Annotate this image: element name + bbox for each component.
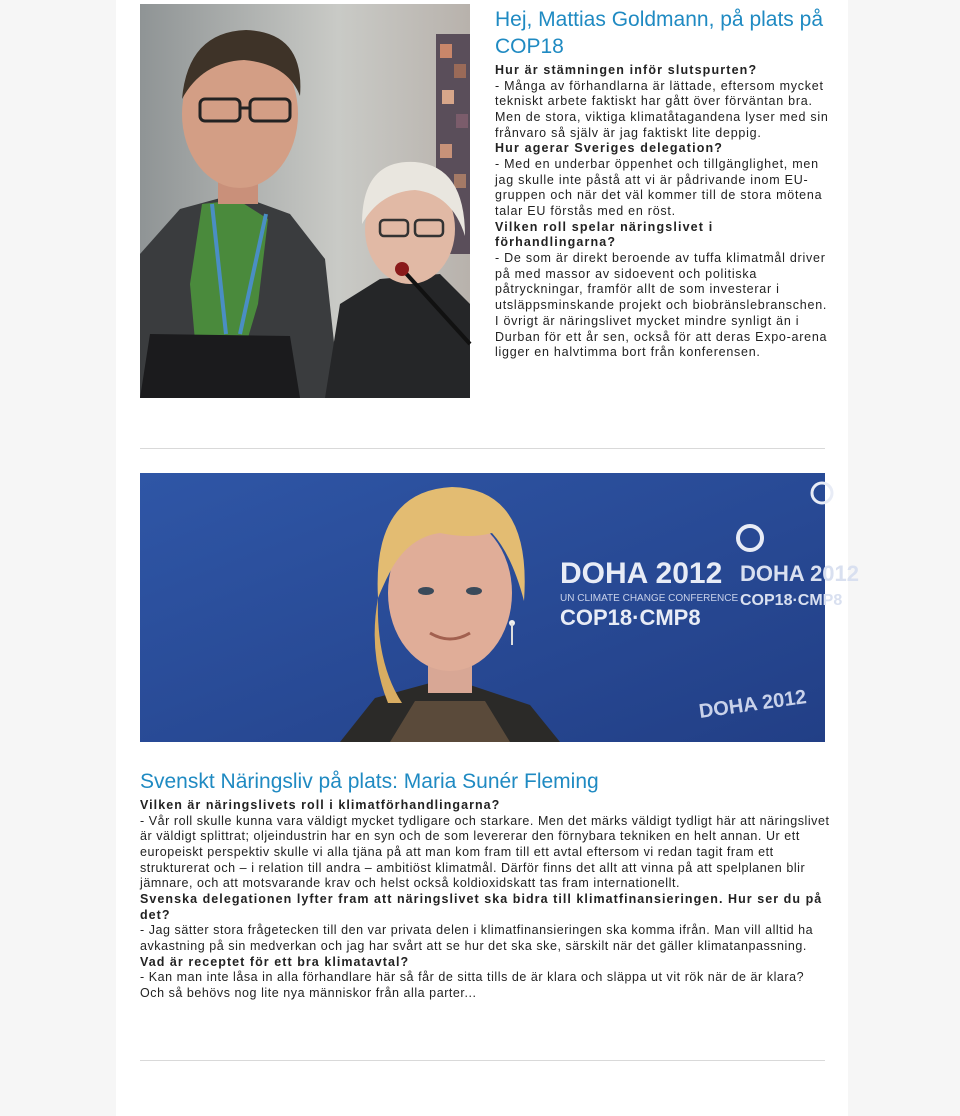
answer: - Med en underbar öppenhet och tillgänglighet, men jag skulle inte påstå att vi är pådrivande inom EU-gruppen och när det väl kommer till de stora mötena talar EU förstås med en röst. [495, 157, 823, 219]
backdrop-logo-text: UN CLIMATE CHANGE CONFERENCE [560, 593, 739, 604]
question: Svenska delegationen lyfter fram att näringslivet ska bidra till klimatfinansieringen. Hur ser du på det? [140, 892, 823, 922]
question: Vad är receptet för ett bra klimatavtal? [140, 954, 410, 969]
answer: - Vår roll skulle kunna vara väldigt mycket tydligare och starkare. Men det märks väldigt tydligt här att näringslivet är väldigt splittrat; oljeindustrin har en syn och de som levererar den förnybara tekniken en helt annan. Ur ett europeiskt perspektiv skulle vi alla tjäna på att man kom fram till ett avtal eftersom vi redan tagit fram ett strukturerat och – i relation till andra – ambitiöst klimatmål. Därför finns det allt att vinna på att spelplanen blir jämnare, och att motsvarande krav och helst också koldioxidskatt tas fram internationellt. [140, 813, 830, 891]
answer: - Jag sätter stora frågetecken till den var privata delen i klimatfinansieringen ska komma ifrån. Man vill alltid ha avkastning på sin medverkan och jag har svårt att se hur det ska ske, särskilt när det gäller klimatanpassning. [140, 923, 814, 953]
article-goldmann [495, 6, 831, 361]
backdrop-logo-text: COP18·CMP8 [740, 592, 843, 609]
backdrop-logo-text: DOHA 2012 [560, 557, 723, 590]
answer: - Kan man inte låsa in alla förhandlare här så får de sitta tills de är klara och släppa ut vit rök när de är klara? Och så behövs nog lite nya människor från alla parter... [140, 970, 805, 1000]
question: Hur är stämningen inför slutspurten? [495, 63, 758, 77]
backdrop-logo-text: DOHA 2012 [740, 561, 860, 586]
question: Hur agerar Sveriges delegation? [495, 141, 724, 156]
section-divider [140, 448, 825, 449]
article-title: Svenskt Näringsliv på plats: Maria Sunér Fleming [140, 770, 599, 793]
question: Vilken är näringslivets roll i klimatförhandlingarna? [140, 798, 501, 812]
newsletter-page [116, 0, 860, 1116]
backdrop-logo-text: COP18·CMP8 [560, 605, 701, 630]
mattias-goldmann-photo [140, 4, 470, 398]
backdrop-logo-text: DOHA 2012 [697, 686, 808, 723]
maria-suner-fleming-photo [140, 473, 860, 742]
article-suner-fleming [140, 768, 832, 1002]
section-divider [140, 1060, 825, 1061]
answer: - Många av förhandlarna är lättade, eftersom mycket tekniskt arbete faktiskt har gått över förväntan bra. Men de stora, viktiga klimatåtagandena lyser med sin frånvaro så själv är jag faktiskt lite deppig. [495, 78, 829, 140]
answer: - De som är direkt beroende av tuffa klimatmål driver på med massor av sidoevent och politiska påtryckningar, framför allt de som investerar i utsläppsminskande projekt och biobränslebranschen. I övrigt är näringslivet mycket mindre synligt än i Durban för ett år sen, också för att deras Expo-arena ligger en halvtimma bort från konferensen. [495, 251, 828, 360]
article-title: Hej, Mattias Goldmann, på plats på COP18 [495, 8, 824, 58]
question: Vilken roll spelar näringslivet i förhandlingarna? [495, 219, 714, 250]
